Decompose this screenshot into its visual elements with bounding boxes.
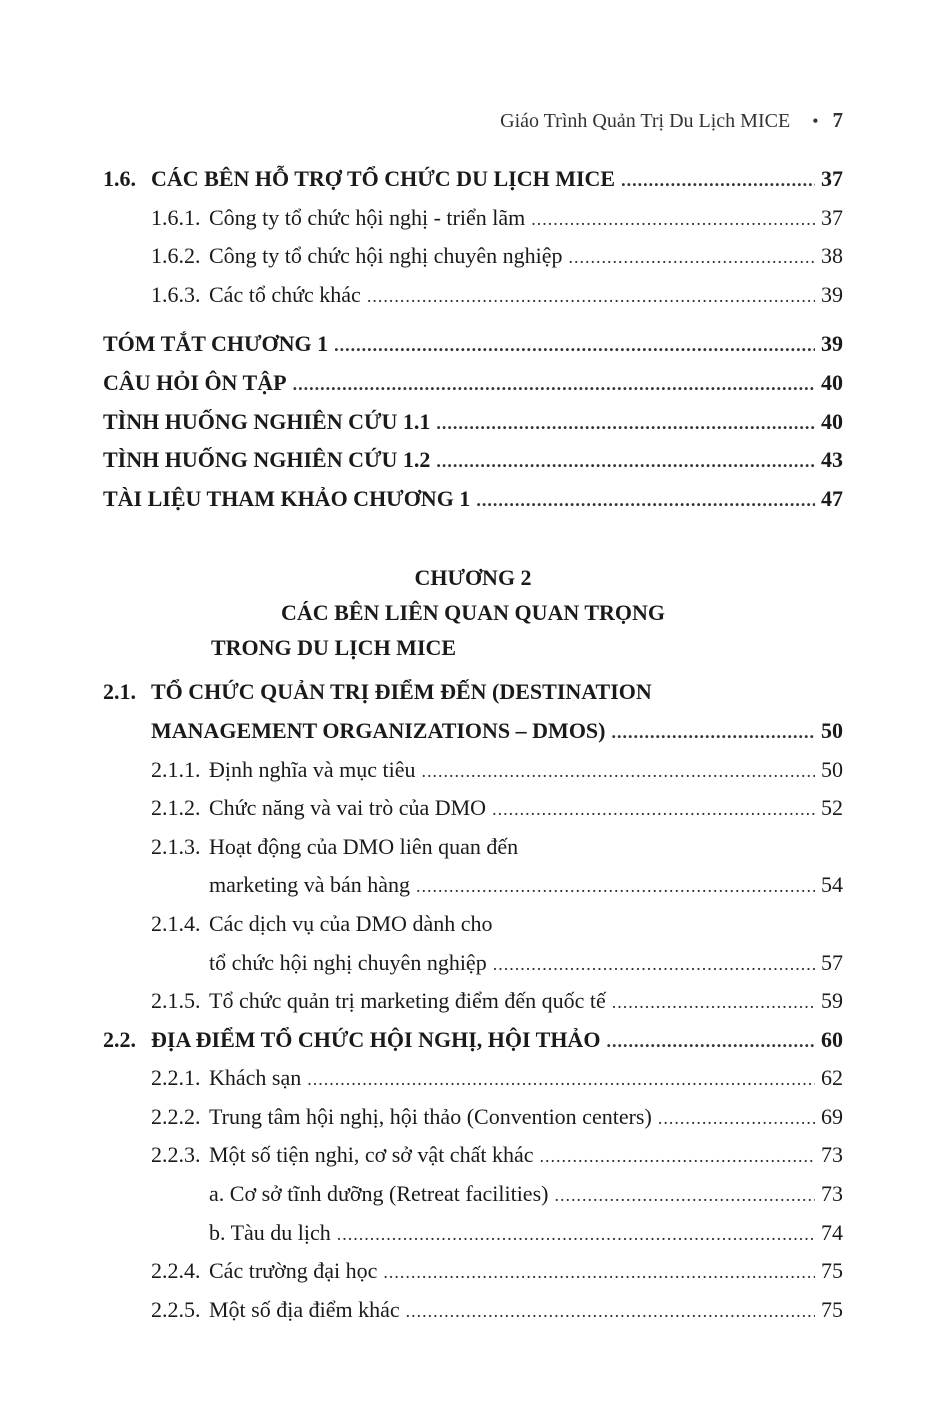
dot-leader — [612, 722, 816, 743]
page-ref: 74 — [821, 1219, 843, 1245]
dot-leader — [334, 335, 815, 356]
subsection-number: 2.2.4. — [151, 1258, 201, 1284]
dot-leader — [531, 209, 815, 230]
dot-leader — [493, 954, 815, 975]
dot-leader — [606, 1031, 815, 1052]
toc-entry-1-6-1[interactable] — [103, 205, 843, 244]
page-number: 7 — [832, 108, 843, 132]
toc-entry-case-study-1-2[interactable] — [103, 447, 843, 486]
toc-entry-references[interactable] — [103, 486, 843, 525]
toc-entry-2-2-2[interactable] — [103, 1104, 843, 1143]
page-ref: 43 — [821, 447, 843, 473]
section-title-line1: TỔ CHỨC QUẢN TRỊ ĐIỂM ĐẾN (DESTINATION — [151, 679, 652, 705]
toc-entry-2-2-3-a[interactable] — [103, 1181, 843, 1220]
chapter-title-line1: CÁC BÊN LIÊN QUAN QUAN TRỌNG — [280, 600, 666, 626]
subsection-number: 1.6.1. — [151, 204, 201, 230]
toc-entry-2-1[interactable] — [103, 679, 843, 718]
dot-leader — [436, 413, 815, 434]
dot-leader — [554, 1185, 815, 1206]
toc-entry-2-1-5[interactable] — [103, 988, 843, 1027]
page-ref: 60 — [821, 1026, 843, 1052]
dot-leader — [293, 374, 815, 395]
subsection-number: 2.1.1. — [151, 756, 201, 782]
dot-leader — [436, 451, 815, 472]
page-ref: 47 — [821, 485, 843, 511]
dot-leader — [416, 876, 815, 897]
subsection-number: 2.1.3. — [151, 833, 201, 859]
toc-entry-2-1-3[interactable] — [103, 834, 843, 873]
toc-entry-summary[interactable] — [103, 331, 843, 370]
dot-leader — [367, 286, 815, 307]
page-ref: 39 — [821, 331, 843, 357]
chapter-label: CHƯƠNG 2 — [414, 565, 532, 591]
subsection-title: Khách sạn — [209, 1065, 302, 1091]
toc-entry-2-1-4-cont[interactable] — [103, 950, 843, 989]
dot-leader — [422, 761, 815, 782]
toc-entry-2-1-2[interactable] — [103, 795, 843, 834]
entry-title: TÌNH HUỐNG NGHIÊN CỨU 1.1 — [103, 408, 431, 434]
dot-leader — [406, 1301, 815, 1322]
dot-leader — [476, 490, 815, 511]
subsection-number: 2.2.2. — [151, 1103, 201, 1129]
page-ref: 39 — [821, 281, 843, 307]
subsection-number: 2.1.4. — [151, 910, 201, 936]
dot-leader — [612, 992, 815, 1013]
subsection-title-line2: marketing và bán hàng — [209, 872, 410, 898]
subsection-title: Tổ chức quản trị marketing điểm đến quốc tế — [209, 988, 606, 1014]
page-ref: 73 — [821, 1142, 843, 1168]
page-ref: 40 — [821, 408, 843, 434]
subsection-title: Một số tiện nghi, cơ sở vật chất khác — [209, 1142, 534, 1168]
page-ref: 62 — [821, 1065, 843, 1091]
page-ref: 75 — [821, 1258, 843, 1284]
subsection-title: Chức năng và vai trò của DMO — [209, 795, 487, 821]
page-ref: 50 — [821, 756, 843, 782]
toc-entry-2-2-3-b[interactable] — [103, 1220, 843, 1259]
page-ref: 54 — [821, 872, 843, 898]
subsection-title-line2: tổ chức hội nghị chuyên nghiệp — [209, 949, 487, 975]
chapter-title-line2: TRONG DU LỊCH MICE — [211, 635, 457, 661]
dot-leader — [539, 1146, 815, 1167]
dot-leader — [658, 1108, 815, 1129]
section-title: CÁC BÊN HỖ TRỢ TỔ CHỨC DU LỊCH MICE — [151, 166, 616, 191]
subsection-title: Định nghĩa và mục tiêu — [209, 756, 416, 782]
subsection-number: 2.2.5. — [151, 1296, 201, 1322]
subsection-number: 1.6.2. — [151, 243, 201, 269]
table-of-contents — [103, 166, 843, 1335]
subsection-title: Công ty tổ chức hội nghị - triển lãm — [209, 204, 526, 230]
page-ref: 37 — [821, 204, 843, 230]
subsection-number: 2.2.1. — [151, 1065, 201, 1091]
running-header — [500, 108, 843, 133]
toc-entry-2-2-4[interactable] — [103, 1258, 843, 1297]
subsection-title-line1: Hoạt động của DMO liên quan đến — [209, 833, 519, 859]
toc-entry-2-2-1[interactable] — [103, 1065, 843, 1104]
subsection-number: 2.1.5. — [151, 988, 201, 1014]
subsection-title: Trung tâm hội nghị, hội thảo (Convention centers) — [209, 1103, 652, 1129]
entry-title: TÌNH HUỐNG NGHIÊN CỨU 1.2 — [103, 447, 431, 473]
toc-entry-2-1-4[interactable] — [103, 911, 843, 950]
page-ref: 57 — [821, 949, 843, 975]
toc-entry-2-1-cont[interactable] — [103, 718, 843, 757]
page-ref: 52 — [821, 795, 843, 821]
dot-leader — [621, 170, 815, 191]
page-ref: 75 — [821, 1296, 843, 1322]
toc-entry-review-questions[interactable] — [103, 370, 843, 409]
subsection-title: Các tổ chức khác — [209, 281, 361, 307]
section-number: 2.2. — [103, 1026, 136, 1052]
toc-entry-1-6-2[interactable] — [103, 243, 843, 282]
item-title: a. Cơ sở tĩnh dưỡng (Retreat facilities) — [209, 1181, 549, 1207]
subsection-title-line1: Các dịch vụ của DMO dành cho — [209, 910, 493, 936]
section-title-line2: MANAGEMENT ORGANIZATIONS – DMOS) — [151, 717, 606, 743]
toc-entry-2-1-3-cont[interactable] — [103, 872, 843, 911]
page-ref: 40 — [821, 369, 843, 395]
subsection-title: Một số địa điểm khác — [209, 1296, 400, 1322]
dot-leader — [307, 1069, 815, 1090]
page-ref: 50 — [821, 717, 843, 743]
item-title: b. Tàu du lịch — [209, 1219, 331, 1245]
toc-entry-2-2-5[interactable] — [103, 1297, 843, 1336]
subsection-number: 2.1.2. — [151, 795, 201, 821]
toc-entry-case-study-1-1[interactable] — [103, 409, 843, 448]
toc-entry-2-2-3[interactable] — [103, 1142, 843, 1181]
toc-entry-1-6[interactable] — [103, 166, 843, 205]
page-ref: 69 — [821, 1103, 843, 1129]
section-number: 1.6. — [103, 166, 136, 191]
dot-leader — [568, 247, 815, 268]
subsection-title: Các trường đại học — [209, 1258, 378, 1284]
section-number: 2.1. — [103, 679, 136, 705]
dot-leader — [492, 799, 815, 820]
page-ref: 73 — [821, 1181, 843, 1207]
page-ref: 59 — [821, 988, 843, 1014]
subsection-number: 2.2.3. — [151, 1142, 201, 1168]
page-ref: 37 — [821, 166, 843, 191]
book-title: Giáo Trình Quản Trị Du Lịch MICE — [500, 110, 791, 132]
dot-leader — [337, 1224, 815, 1245]
page-ref: 38 — [821, 243, 843, 269]
header-bullet: • — [812, 111, 819, 131]
entry-title: TÀI LIỆU THAM KHẢO CHƯƠNG 1 — [103, 485, 471, 511]
entry-title: TÓM TẮT CHƯƠNG 1 — [103, 331, 329, 357]
toc-entry-2-1-1[interactable] — [103, 757, 843, 796]
dot-leader — [383, 1262, 815, 1283]
section-title: ĐỊA ĐIỂM TỔ CHỨC HỘI NGHỊ, HỘI THẢO — [151, 1026, 601, 1052]
subsection-number: 1.6.3. — [151, 281, 201, 307]
entry-title: CÂU HỎI ÔN TẬP — [103, 369, 287, 395]
toc-entry-1-6-3[interactable] — [103, 282, 843, 321]
chapter-heading — [103, 560, 843, 665]
subsection-title: Công ty tổ chức hội nghị chuyên nghiệp — [209, 243, 563, 269]
toc-entry-2-2[interactable] — [103, 1027, 843, 1066]
